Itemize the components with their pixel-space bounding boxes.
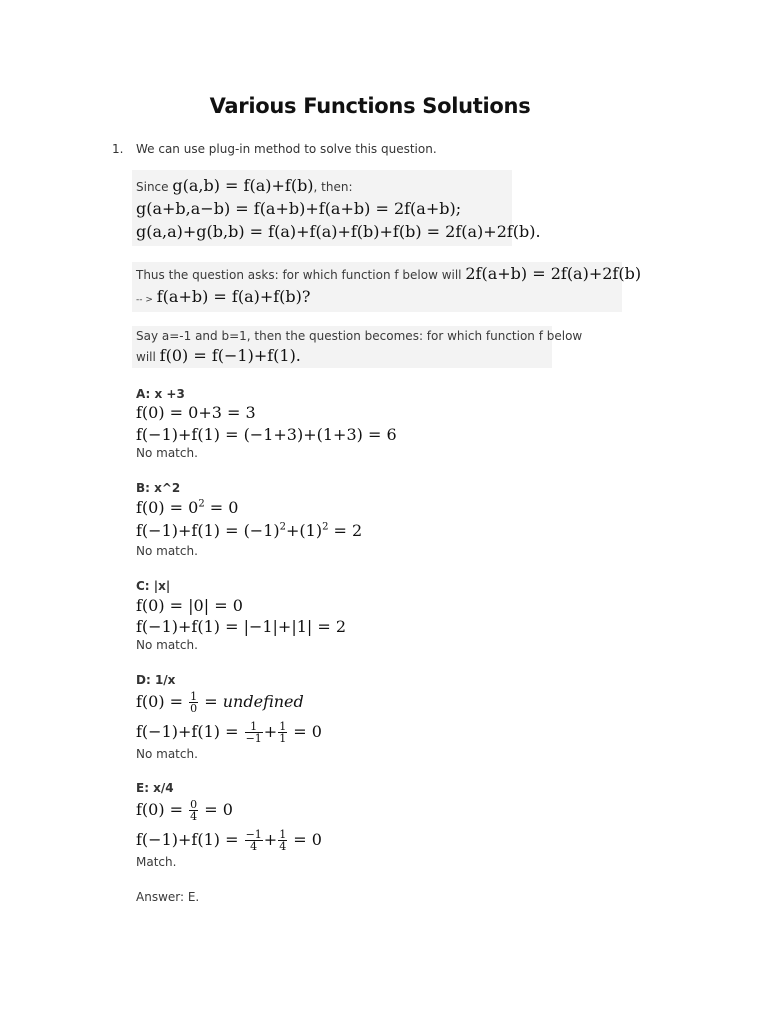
option-a-label: A: x +3 <box>136 387 185 401</box>
page-title: Various Functions Solutions <box>209 94 531 118</box>
option-e-line-1-den: 4 <box>190 810 198 823</box>
option-d-line-2-fraction-1 <box>245 721 263 744</box>
option-d-line-2-f2-den: 1 <box>279 732 287 745</box>
say-text-1: Say a=-1 and b=1, then the question becomes: for which function f below <box>136 329 583 343</box>
answer: Answer: E. <box>136 890 200 904</box>
thus-math-2: f(a+b) = f(a)+f(b)? <box>156 287 311 306</box>
option-d-line-1-pre: f(0) = <box>136 692 189 711</box>
option-b-line-1 <box>136 498 238 517</box>
option-e-line-2 <box>136 829 322 852</box>
option-c-result: No match. <box>136 638 198 652</box>
option-d-result: No match. <box>136 747 198 761</box>
option-c-line-1: f(0) = |0| = 0 <box>136 596 243 615</box>
option-b-line-2-c: = 2 <box>328 521 363 540</box>
option-b-label: B: x^2 <box>136 481 181 495</box>
option-e-line-2-f1-num: −1 <box>245 828 262 841</box>
option-e-line-2-f1-den: 4 <box>250 840 258 853</box>
since-math: g(a,b) = f(a)+f(b) <box>172 176 314 195</box>
since-label: Since <box>136 180 169 194</box>
option-d-line-2-fraction-2 <box>278 721 287 744</box>
thus-text: Thus the question asks: for which function f below will <box>136 268 462 282</box>
option-e-line-2-f2-den: 4 <box>279 840 287 853</box>
intro-line-3: g(a,a)+g(b,b) = f(a)+f(a)+f(b)+f(b) = 2f(a)+2f(b). <box>136 222 541 241</box>
option-d-line-1-post: = undefined <box>199 692 304 711</box>
say-math: f(0) = f(−1)+f(1). <box>159 346 301 365</box>
option-a-result: No match. <box>136 446 198 460</box>
intro-line-2: g(a+b,a−b) = f(a+b)+f(a+b) = 2f(a+b); <box>136 199 462 218</box>
option-e-line-1-pre: f(0) = <box>136 800 189 819</box>
then-label: , then: <box>313 180 353 194</box>
option-e-line-1-fraction <box>189 799 198 822</box>
option-d-line-2-pre: f(−1)+f(1) = <box>136 722 244 741</box>
option-b-result: No match. <box>136 544 198 558</box>
question-text: We can use plug-in method to solve this question. <box>136 142 437 156</box>
option-a-line-1: f(0) = 0+3 = 3 <box>136 403 256 422</box>
option-c-line-2: f(−1)+f(1) = |−1|+|1| = 2 <box>136 617 347 636</box>
option-d-line-2-f1-den: −1 <box>245 732 262 745</box>
thus-math-1: 2f(a+b) = 2f(a)+2f(b) <box>465 264 642 283</box>
option-d-line-2 <box>136 721 322 744</box>
option-e-line-2-fraction-1 <box>245 829 263 852</box>
option-b-line-1-sup: 2 <box>198 498 205 510</box>
thus-arrow: -- > <box>136 295 153 305</box>
option-b-line-1-post: = 0 <box>204 498 239 517</box>
option-e-line-2-post: = 0 <box>288 830 322 849</box>
option-e-line-2-fraction-2 <box>278 829 287 852</box>
option-d-line-1-fraction <box>189 691 198 714</box>
option-d-line-2-plus: + <box>263 722 278 741</box>
option-e-line-1 <box>136 799 233 822</box>
option-d-line-2-f2-num: 1 <box>279 720 287 733</box>
option-d-line-2-f1-num: 1 <box>245 721 263 733</box>
option-d-line-1 <box>136 691 304 714</box>
option-b-line-2-sup-1: 2 <box>279 521 287 533</box>
option-d-line-1-den: 0 <box>190 702 198 715</box>
option-e-line-2-pre: f(−1)+f(1) = <box>136 830 244 849</box>
option-c-label: C: |x| <box>136 579 171 593</box>
thus-line-2 <box>136 287 310 306</box>
option-d-label: D: 1/x <box>136 673 176 687</box>
option-e-line-1-post: = 0 <box>199 800 233 819</box>
option-d-line-2-post: = 0 <box>288 722 322 741</box>
option-e-line-1-num: 0 <box>190 798 198 811</box>
option-e-line-2-plus: + <box>263 830 278 849</box>
option-b-line-2-sup-2: 2 <box>322 521 329 533</box>
option-e-label: E: x/4 <box>136 781 174 795</box>
question-number: 1. <box>112 142 124 156</box>
option-b-line-2 <box>136 521 362 540</box>
option-d-line-1-num: 1 <box>190 690 198 703</box>
option-b-line-1-pre: f(0) = 0 <box>136 498 199 517</box>
option-e-line-2-f2-num: 1 <box>279 828 287 841</box>
option-b-line-2-a: f(−1)+f(1) = (−1) <box>136 521 280 540</box>
option-e-result: Match. <box>136 855 177 869</box>
since-line <box>136 176 353 195</box>
option-b-line-2-b: +(1) <box>286 521 323 540</box>
say-line-2 <box>136 346 301 365</box>
thus-line <box>136 264 641 283</box>
say-text-2: will <box>136 350 156 364</box>
option-a-line-2: f(−1)+f(1) = (−1+3)+(1+3) = 6 <box>136 425 397 444</box>
